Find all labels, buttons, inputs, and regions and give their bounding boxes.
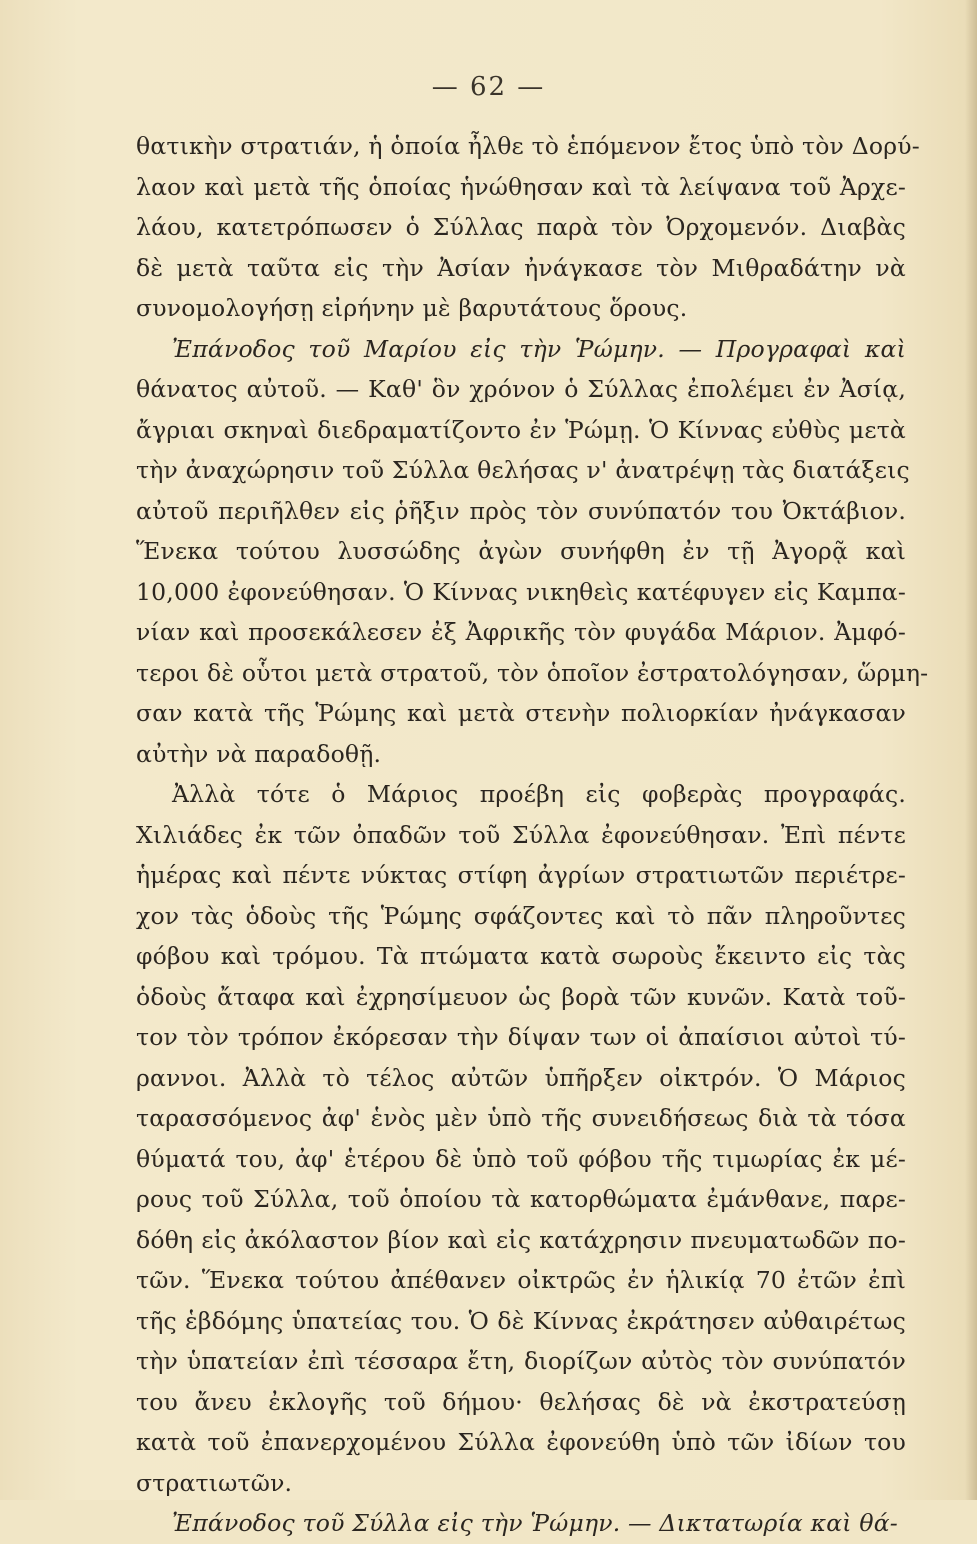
text-line: λαον καὶ μετὰ τῆς ὁποίας ἡνώθησαν καὶ τὰ λείψανα τοῦ Ἀρχε-	[136, 172, 906, 201]
text-line: Ἕνεκα τούτου λυσσώδης ἀγὼν συνήφθη ἐν τῇ Ἀγορᾷ καὶ	[136, 537, 906, 565]
text-line: χον τὰς ὁδοὺς τῆς Ῥώμης σφάζοντες καὶ τὸ πᾶν πληροῦντες	[136, 901, 906, 930]
text-line: δὲ μετὰ ταῦτα εἰς τὴν Ἀσίαν ἠνάγκασε τὸν Μιθραδάτην νὰ	[136, 253, 906, 282]
text-line: φόβου καὶ τρόμου. Τὰ πτώματα κατὰ σωροὺς ἔκειντο εἰς τὰς	[136, 942, 906, 970]
text-line: σαν κατὰ τῆς Ῥώμης καὶ μετὰ στενὴν πολιορκίαν ἠνάγκασαν	[136, 699, 906, 727]
text-line: Χιλιάδες ἐκ τῶν ὀπαδῶν τοῦ Σύλλα ἐφονεύθησαν. Ἐπὶ πέντε	[136, 820, 906, 849]
text-line: του ἄνευ ἐκλογῆς τοῦ δήμου· θελήσας δὲ νὰ ἐκστρατεύσῃ	[136, 1387, 906, 1416]
text-line: ἄγριαι σκηναὶ διεδραματίζοντο ἐν Ῥώμῃ. Ὁ Κίννας εὐθὺς μετὰ	[136, 415, 906, 444]
text-line: τῶν. Ἕνεκα τούτου ἀπέθανεν οἰκτρῶς ἐν ἡλικίᾳ 70 ἐτῶν ἐπὶ	[136, 1266, 906, 1294]
text-line: τεροι δὲ οὗτοι μετὰ στρατοῦ, τὸν ὁποῖον ἐστρατολόγησαν, ὥρμη-	[136, 658, 929, 687]
text-line: θάνατος αὐτοῦ. — Καθ' ὃν χρόνον ὁ Σύλλας ἐπολέμει ἐν Ἀσίᾳ,	[136, 375, 906, 403]
page-edge-shadow	[965, 0, 977, 1500]
text-line: θατικὴν στρατιάν, ἡ ὁποία ἦλθε τὸ ἑπόμενον ἔτος ὑπὸ τὸν Δορύ-	[136, 132, 920, 160]
text-line: Ἐπάνοδος τοῦ Μαρίου εἰς τὴν Ῥώμην. — Προγραφαὶ καὶ	[172, 334, 906, 363]
text-line: ὁδοὺς ἄταφα καὶ ἐχρησίμευον ὡς βορὰ τῶν κυνῶν. Κατὰ τοῦ-	[136, 982, 906, 1011]
text-line: συνομολογήσῃ εἰρήνην μὲ βαρυτάτους ὅρους.	[136, 294, 688, 322]
text-line: 10,000 ἐφονεύθησαν. Ὁ Κίννας νικηθεὶς κατέφυγεν εἰς Καμπα-	[136, 577, 906, 606]
text-line: ταρασσόμενος ἀφ' ἑνὸς μὲν ὑπὸ τῆς συνειδήσεως διὰ τὰ τόσα	[136, 1104, 906, 1132]
text-line: λάου, κατετρόπωσεν ὁ Σύλλας παρὰ τὸν Ὀρχομενόν. Διαβὰς	[136, 213, 906, 241]
text-line: αὐτοῦ περιῆλθεν εἰς ῥῆξιν πρὸς τὸν συνύπατόν του Ὀκτάβιον.	[136, 496, 906, 525]
text-line: Ἐπάνοδος τοῦ Σύλλα εἰς τὴν Ῥώμην. — Δικτατωρία καὶ θά-	[172, 1509, 898, 1537]
text-line: κατὰ τοῦ ἐπανερχομένου Σύλλα ἐφονεύθη ὑπὸ τῶν ἰδίων του	[136, 1428, 906, 1456]
page-text	[136, 126, 929, 1544]
text-line: στρατιωτῶν.	[136, 1468, 293, 1497]
text-line: τὴν ὑπατείαν ἐπὶ τέσσαρα ἔτη, διορίζων αὐτὸς τὸν συνύπατόν	[136, 1347, 906, 1375]
text-line: τὴν ἀναχώρησιν τοῦ Σύλλα θελήσας ν' ἀνατρέψῃ τὰς διατάξεις	[136, 456, 910, 484]
text-line: Ἀλλὰ τότε ὁ Μάριος προέβη εἰς φοβερὰς προγραφάς.	[172, 780, 906, 808]
text-line: τον τὸν τρόπον ἐκόρεσαν τὴν δίψαν των οἱ ἀπαίσιοι αὐτοὶ τύ-	[136, 1023, 906, 1051]
text-line: ρους τοῦ Σύλλα, τοῦ ὁποίου τὰ κατορθώματα ἐμάνθανε, παρε-	[136, 1185, 906, 1213]
text-line: αὐτὴν νὰ παραδοθῇ.	[136, 739, 382, 768]
text-line: δόθη εἰς ἀκόλαστον βίον καὶ εἰς κατάχρησιν πνευματωδῶν πο-	[136, 1225, 906, 1254]
text-line: θύματά του, ἀφ' ἑτέρου δὲ ὑπὸ τοῦ φόβου τῆς τιμωρίας ἐκ μέ-	[136, 1144, 906, 1173]
text-line: ἡμέρας καὶ πέντε νύκτας στίφη ἀγρίων στρατιωτῶν περιέτρε-	[136, 861, 906, 889]
text-line: τῆς ἑβδόμης ὑπατείας του. Ὁ δὲ Κίννας ἐκράτησεν αὐθαιρέτως	[136, 1306, 906, 1335]
page-number: — 62 —	[431, 72, 546, 102]
text-line: νίαν καὶ προσεκάλεσεν ἐξ Ἀφρικῆς τὸν φυγάδα Μάριον. Ἀμφό-	[136, 618, 906, 646]
text-line: ραννοι. Ἀλλὰ τὸ τέλος αὐτῶν ὑπῆρξεν οἰκτρόν. Ὁ Μάριος	[136, 1063, 906, 1092]
